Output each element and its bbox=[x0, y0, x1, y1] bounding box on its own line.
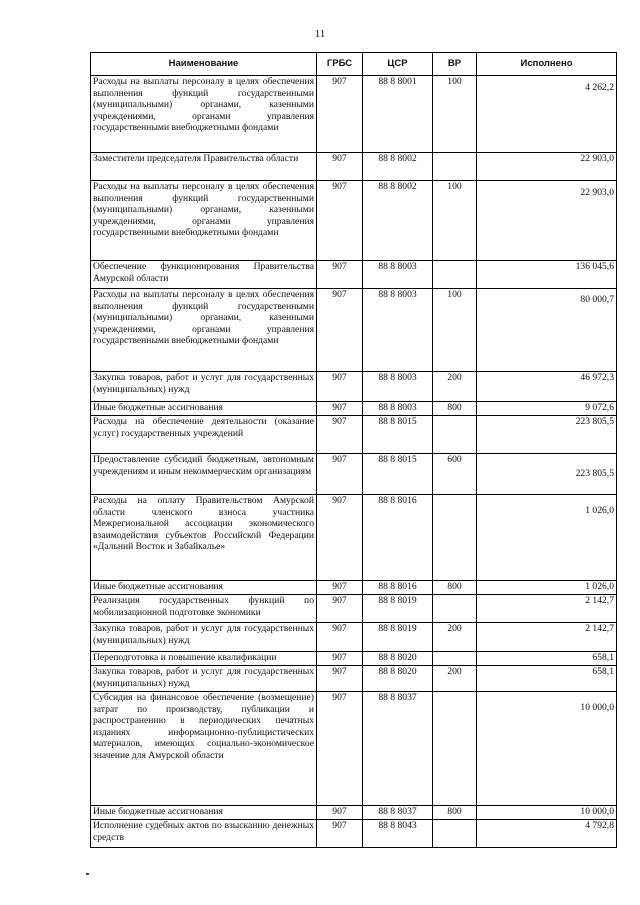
table-row bbox=[91, 666, 617, 692]
row-vr: 800 bbox=[433, 402, 477, 416]
row-name: Иные бюджетные ассигнования bbox=[91, 581, 317, 595]
row-grbs: 907 bbox=[317, 454, 363, 495]
row-grbs: 907 bbox=[317, 595, 363, 623]
table-row bbox=[91, 692, 617, 806]
row-vr: 200 bbox=[433, 623, 477, 652]
row-name: Закупка товаров, работ и услуг для государственных (муниципальных) нужд bbox=[91, 372, 317, 402]
row-exec: 46 972,3 bbox=[477, 372, 617, 402]
row-csr: 88 8 8019 bbox=[363, 595, 433, 623]
row-grbs: 907 bbox=[317, 402, 363, 416]
row-name: Переподготовка и повышение квалификации bbox=[91, 652, 317, 666]
header-grbs: ГРБС bbox=[317, 53, 363, 76]
row-name: Субсидия на финансовое обеспечение (возмещение) затрат по производству, публикации и распространению в периодических печатных изданиях информационно-публицистических материалов, имеющих социально-экономическое значение для Амурской области bbox=[91, 692, 317, 806]
header-exec: Исполнено bbox=[477, 53, 617, 76]
row-vr bbox=[433, 652, 477, 666]
row-csr: 88 8 8003 bbox=[363, 402, 433, 416]
row-vr: 100 bbox=[433, 289, 477, 372]
row-name: Закупка товаров, работ и услуг для государственных (муниципальных) нужд bbox=[91, 666, 317, 692]
row-exec: 10 000,0 bbox=[477, 806, 617, 820]
row-csr: 88 8 8037 bbox=[363, 806, 433, 820]
row-vr: 100 bbox=[433, 76, 477, 153]
header-name: Наименование bbox=[91, 53, 317, 76]
row-vr bbox=[433, 153, 477, 181]
row-grbs: 907 bbox=[317, 76, 363, 153]
row-csr: 88 8 8015 bbox=[363, 454, 433, 495]
row-vr bbox=[433, 692, 477, 806]
row-csr: 88 8 8037 bbox=[363, 692, 433, 806]
row-vr: 200 bbox=[433, 372, 477, 402]
row-vr: 800 bbox=[433, 806, 477, 820]
row-exec: 223 805,5 bbox=[477, 416, 617, 454]
row-exec: 22 903,0 bbox=[477, 153, 617, 181]
row-exec: 1 026,0 bbox=[477, 581, 617, 595]
table-row bbox=[91, 820, 617, 848]
row-name: Расходы на обеспечение деятельности (оказание услуг) государственных учреждений bbox=[91, 416, 317, 454]
table-row bbox=[91, 289, 617, 372]
row-csr: 88 8 8001 bbox=[363, 76, 433, 153]
row-name: Расходы на выплаты персоналу в целях обеспечения выполнения функций государственными (муниципальными) органами, казенными учреждениями, органами управления государственными внебюджетными фондами bbox=[91, 289, 317, 372]
table-row bbox=[91, 416, 617, 454]
row-csr: 88 8 8003 bbox=[363, 289, 433, 372]
row-vr: 600 bbox=[433, 454, 477, 495]
row-exec: 1 026,0 bbox=[477, 495, 617, 581]
row-exec: 658,1 bbox=[477, 652, 617, 666]
table-row bbox=[91, 595, 617, 623]
table-row bbox=[91, 623, 617, 652]
row-grbs: 907 bbox=[317, 652, 363, 666]
row-csr: 88 8 8002 bbox=[363, 181, 433, 261]
row-vr bbox=[433, 595, 477, 623]
row-exec: 136 045,6 bbox=[477, 261, 617, 289]
table-row bbox=[91, 581, 617, 595]
row-csr: 88 8 8003 bbox=[363, 372, 433, 402]
row-exec: 10 000,0 bbox=[477, 692, 617, 806]
row-name: Реализация государственных функций по мобилизационной подготовке экономики bbox=[91, 595, 317, 623]
row-csr: 88 8 8019 bbox=[363, 623, 433, 652]
row-csr: 88 8 8043 bbox=[363, 820, 433, 848]
table-row bbox=[91, 181, 617, 261]
row-exec: 658,1 bbox=[477, 666, 617, 692]
budget-execution-table bbox=[90, 52, 617, 848]
row-name: Предоставление субсидий бюджетным, автономным учреждениям и иным некоммерческим организациям bbox=[91, 454, 317, 495]
table-row bbox=[91, 806, 617, 820]
row-grbs: 907 bbox=[317, 261, 363, 289]
row-grbs: 907 bbox=[317, 820, 363, 848]
header-vr: ВР bbox=[433, 53, 477, 76]
row-csr: 88 8 8002 bbox=[363, 153, 433, 181]
row-name: Заместители председателя Правительства области bbox=[91, 153, 317, 181]
row-grbs: 907 bbox=[317, 666, 363, 692]
row-vr: 200 bbox=[433, 666, 477, 692]
table-row bbox=[91, 454, 617, 495]
row-name: Исполнение судебных актов по взысканию денежных средств bbox=[91, 820, 317, 848]
row-name: Иные бюджетные ассигнования bbox=[91, 806, 317, 820]
table-row bbox=[91, 261, 617, 289]
row-exec: 223 805,5 bbox=[477, 454, 617, 495]
row-csr: 88 8 8016 bbox=[363, 495, 433, 581]
row-exec: 2 142,7 bbox=[477, 623, 617, 652]
row-name: Обеспечение функционирования Правительства Амурской области bbox=[91, 261, 317, 289]
table-row bbox=[91, 153, 617, 181]
row-csr: 88 8 8015 bbox=[363, 416, 433, 454]
row-grbs: 907 bbox=[317, 495, 363, 581]
row-grbs: 907 bbox=[317, 692, 363, 806]
table-row bbox=[91, 652, 617, 666]
row-grbs: 907 bbox=[317, 416, 363, 454]
row-exec: 2 142,7 bbox=[477, 595, 617, 623]
table-row bbox=[91, 372, 617, 402]
row-vr: 100 bbox=[433, 181, 477, 261]
row-csr: 88 8 8016 bbox=[363, 581, 433, 595]
row-vr bbox=[433, 416, 477, 454]
row-grbs: 907 bbox=[317, 153, 363, 181]
row-exec: 9 072,6 bbox=[477, 402, 617, 416]
row-grbs: 907 bbox=[317, 806, 363, 820]
row-grbs: 907 bbox=[317, 289, 363, 372]
scan-mark bbox=[86, 873, 89, 875]
row-csr: 88 8 8020 bbox=[363, 666, 433, 692]
row-exec: 22 903,0 bbox=[477, 181, 617, 261]
page-number: 11 bbox=[314, 28, 326, 40]
table-row bbox=[91, 402, 617, 416]
row-name: Расходы на выплаты персоналу в целях обеспечения выполнения функций государственными (муниципальными) органами, казенными учреждениями, органами управления государственными внебюджетными фондами bbox=[91, 76, 317, 153]
row-grbs: 907 bbox=[317, 181, 363, 261]
row-csr: 88 8 8020 bbox=[363, 652, 433, 666]
row-name: Расходы на выплаты персоналу в целях обеспечения выполнения функций государственными (муниципальными) органами, казенными учреждениями, органами управления государственными внебюджетными фондами bbox=[91, 181, 317, 261]
row-vr bbox=[433, 261, 477, 289]
row-exec: 4 262,2 bbox=[477, 76, 617, 153]
row-grbs: 907 bbox=[317, 581, 363, 595]
row-exec: 80 000,7 bbox=[477, 289, 617, 372]
row-grbs: 907 bbox=[317, 372, 363, 402]
table-header-row bbox=[91, 53, 617, 76]
row-exec: 4 792,8 bbox=[477, 820, 617, 848]
table-row bbox=[91, 495, 617, 581]
row-vr bbox=[433, 495, 477, 581]
row-grbs: 907 bbox=[317, 623, 363, 652]
row-vr bbox=[433, 820, 477, 848]
header-csr: ЦСР bbox=[363, 53, 433, 76]
row-vr: 800 bbox=[433, 581, 477, 595]
row-name: Иные бюджетные ассигнования bbox=[91, 402, 317, 416]
row-csr: 88 8 8003 bbox=[363, 261, 433, 289]
row-name: Расходы на оплату Правительством Амурской области членского взноса участника Межрегиональной ассоциации экономического взаимодействия субъектов Российской Федерации «Дальний Восток и Забайкалье» bbox=[91, 495, 317, 581]
row-name: Закупка товаров, работ и услуг для государственных (муниципальных) нужд bbox=[91, 623, 317, 652]
table-row bbox=[91, 76, 617, 153]
